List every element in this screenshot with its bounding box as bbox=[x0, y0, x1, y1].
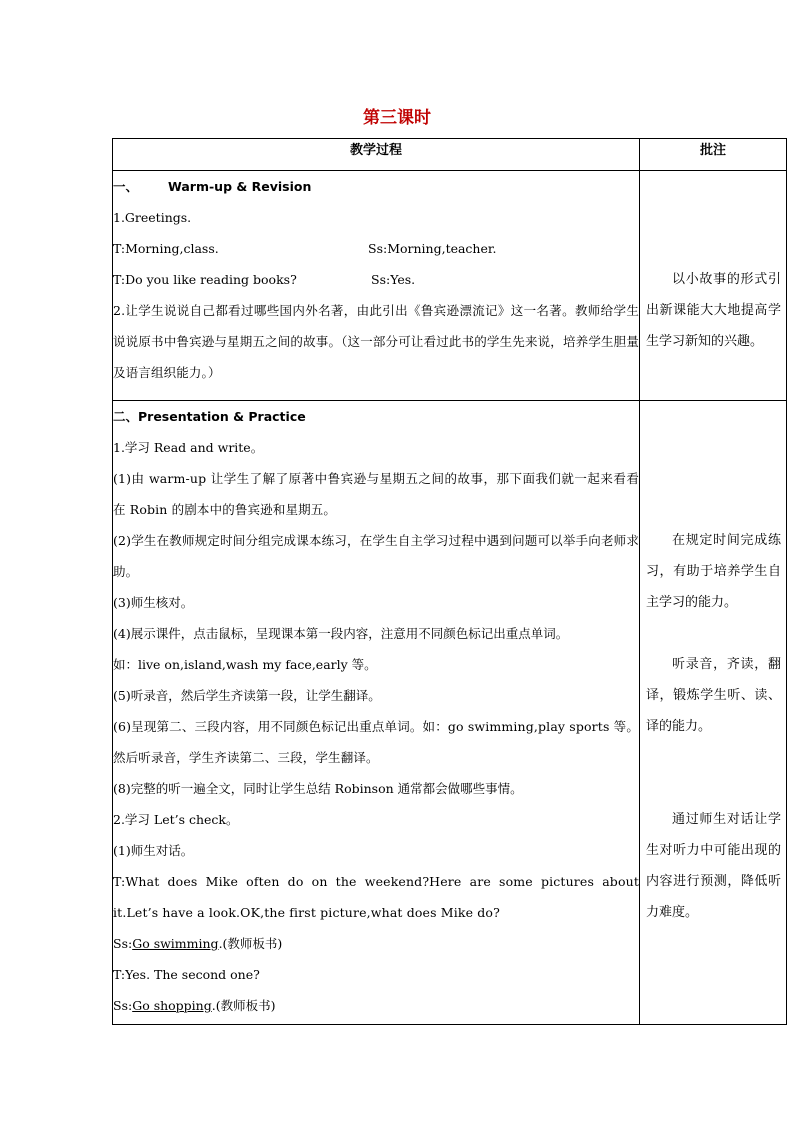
lesson-title: 第三课时 bbox=[363, 108, 431, 128]
note-text: 通过师生对话让学生对听力中可能出现的内容进行预测，降低听力难度。 bbox=[646, 812, 781, 920]
teacher-note bbox=[640, 401, 786, 618]
section-presentation-content bbox=[113, 401, 640, 1025]
dialogue-line bbox=[113, 233, 639, 264]
header-teaching-process: 教学过程 bbox=[113, 139, 640, 171]
dialogue-line bbox=[113, 990, 639, 1021]
section-title: Warm-up & Revision bbox=[168, 179, 312, 194]
text-line: T:Yes. The second one? bbox=[113, 967, 260, 982]
section-number: 一、 bbox=[113, 179, 139, 194]
section-presentation-note-cell bbox=[640, 401, 787, 1025]
lesson-plan-table bbox=[112, 138, 787, 1025]
teacher-line: T:Do you like reading books? bbox=[113, 272, 297, 287]
answer-underlined: Go shopping bbox=[132, 998, 212, 1013]
text-line: (8)完整的听一遍全文，同时让学生总结 Robinson 通常都会做哪些事情。 bbox=[113, 781, 523, 796]
header-notes: 批注 bbox=[640, 139, 787, 171]
student-line: Ss:Yes. bbox=[371, 272, 416, 287]
paragraph: T:What does Mike often do on the weekend?Here are some pictures about it.Let’s have a look.OK,the first picture,what does Mike do? bbox=[113, 874, 639, 920]
text-line: (5)听录音，然后学生齐读第一段，让学生翻译。 bbox=[113, 688, 381, 703]
paragraph: (2)学生在教师规定时间分组完成课本练习，在学生自主学习过程中遇到问题可以举手向老师求助。 bbox=[113, 533, 639, 579]
speaker-label: Ss: bbox=[113, 998, 133, 1013]
text-line: 1.学习 Read and write。 bbox=[113, 440, 264, 455]
answer-underlined: Go swimming bbox=[132, 936, 219, 951]
text-line: (3)师生核对。 bbox=[113, 595, 194, 610]
board-note: .(教师板书) bbox=[218, 936, 283, 951]
section-heading: 二、Presentation & Practice bbox=[113, 409, 306, 424]
teacher-note bbox=[640, 618, 786, 742]
text-line: 如：live on,island,wash my face,early 等。 bbox=[113, 657, 377, 672]
dialogue-line bbox=[113, 928, 639, 959]
board-note: .(教师板书) bbox=[211, 998, 276, 1013]
teacher-note bbox=[640, 742, 786, 928]
text-line: (1)师生对话。 bbox=[113, 843, 194, 858]
student-line: Ss:Morning,teacher. bbox=[368, 241, 497, 256]
teacher-note bbox=[640, 171, 786, 357]
note-text: 以小故事的形式引出新课能大大地提高学生学习新知的兴趣。 bbox=[646, 272, 781, 349]
section-heading bbox=[113, 171, 639, 202]
text-line: 2.学习 Let’s check。 bbox=[113, 812, 239, 827]
section-warmup-content bbox=[113, 171, 640, 401]
teacher-line: T:Morning,class. bbox=[113, 241, 219, 256]
paragraph: 2.让学生说说自己都看过哪些国内外名著，由此引出《鲁宾逊漂流记》这一名著。教师给学生说说原书中鲁宾逊与星期五之间的故事。（这一部分可让看过此书的学生先来说，培养学生胆量及语言组织能力。） bbox=[113, 303, 639, 380]
section-warmup-row bbox=[113, 171, 787, 401]
section-presentation-row bbox=[113, 401, 787, 1025]
text-line: (4)展示课件，点击鼠标，呈现课本第一段内容，注意用不同颜色标记出重点单词。 bbox=[113, 626, 569, 641]
note-text: 在规定时间完成练习，有助于培养学生自主学习的能力。 bbox=[646, 533, 781, 610]
paragraph: (6)呈现第二、三段内容，用不同颜色标记出重点单词。如：go swimming,play sports 等。然后听录音，学生齐读第二、三段，学生翻译。 bbox=[113, 719, 639, 765]
paragraph: (1)由 warm-up 让学生了解了原著中鲁宾逊与星期五之间的故事，那下面我们就一起来看看在 Robin 的剧本中的鲁宾逊和星期五。 bbox=[113, 471, 639, 517]
note-text: 听录音，齐读，翻译，锻炼学生听、读、译的能力。 bbox=[646, 657, 781, 734]
section-warmup-note-cell bbox=[640, 171, 787, 401]
dialogue-line bbox=[113, 264, 639, 295]
text-line: 1.Greetings. bbox=[113, 210, 192, 225]
speaker-label: Ss: bbox=[113, 936, 133, 951]
table-header-row bbox=[113, 139, 787, 171]
